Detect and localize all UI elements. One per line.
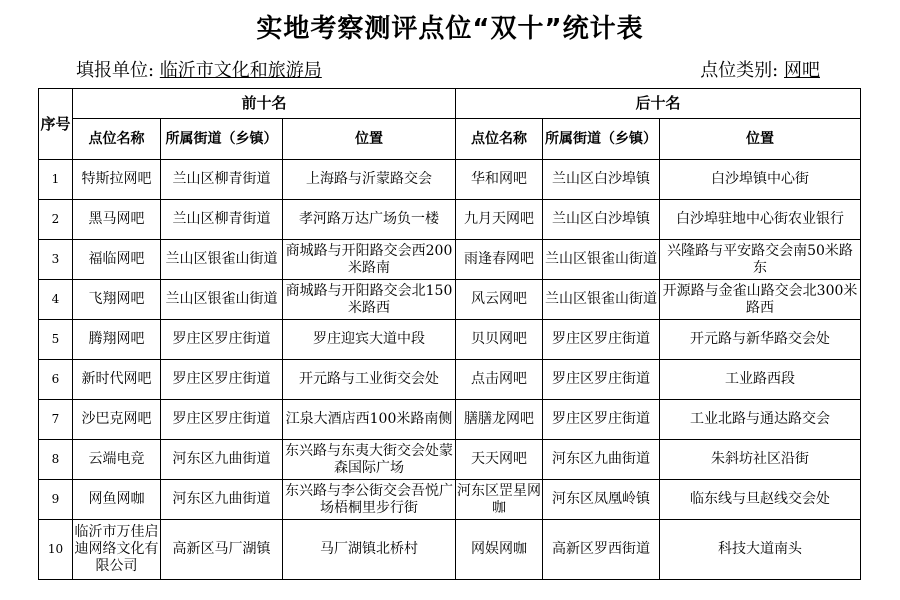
- document-title: 实地考察测评点位“双十”统计表: [256, 14, 644, 44]
- bottom-location-cell: 白沙埠镇中心街: [660, 160, 861, 200]
- top-name-cell: 网鱼网咖: [73, 480, 161, 520]
- bottom-street-cell: 罗庄区罗庄街道: [543, 320, 660, 360]
- seq-cell: 4: [39, 280, 73, 320]
- bottom-name-cell: 华和网吧: [456, 160, 543, 200]
- table-body: [39, 160, 861, 580]
- bottom-location-cell: 科技大道南头: [660, 520, 861, 580]
- top-street-cell: 兰山区柳青街道: [161, 160, 283, 200]
- category: [700, 56, 820, 82]
- top-name-cell: 新时代网吧: [73, 360, 161, 400]
- bottom-name-cell: 网娱网咖: [456, 520, 543, 580]
- filing-unit: [76, 56, 322, 82]
- bottom-street-cell: 兰山区白沙埠镇: [543, 160, 660, 200]
- top-location-cell: 江泉大酒店西100米路南侧: [283, 400, 456, 440]
- bottom-location-cell: 朱斜坊社区沿街: [660, 440, 861, 480]
- bottom-street-cell: 罗庄区罗庄街道: [543, 360, 660, 400]
- seq-cell: 1: [39, 160, 73, 200]
- bottom-name-cell: 贝贝网吧: [456, 320, 543, 360]
- top-street-cell: 兰山区银雀山街道: [161, 240, 283, 280]
- top-location-cell: 马厂湖镇北桥村: [283, 520, 456, 580]
- bottom-location-cell: 临东线与旦赵线交会处: [660, 480, 861, 520]
- table-row: [39, 360, 861, 400]
- bottom-name-cell: 点击网吧: [456, 360, 543, 400]
- top-location-cell: 孝河路万达广场负一楼: [283, 200, 456, 240]
- seq-cell: 3: [39, 240, 73, 280]
- bottom-street-cell: 兰山区白沙埠镇: [543, 200, 660, 240]
- table-row: [39, 520, 861, 580]
- bottom-location-cell: 开源路与金雀山路交会北300米路西: [660, 280, 861, 320]
- col-name-header: 点位名称: [456, 119, 543, 160]
- seq-cell: 6: [39, 360, 73, 400]
- top-name-cell: 云端电竞: [73, 440, 161, 480]
- top-location-cell: 商城路与开阳路交会北150米路西: [283, 280, 456, 320]
- filing-unit-label: 填报单位:: [76, 60, 155, 81]
- bottom-name-cell: 膳膳龙网吧: [456, 400, 543, 440]
- table-row: [39, 440, 861, 480]
- bottom-name-cell: 九月天网吧: [456, 200, 543, 240]
- top-name-cell: 黑马网吧: [73, 200, 161, 240]
- bottom-name-cell: 风云网吧: [456, 280, 543, 320]
- filing-unit-value: 临沂市文化和旅游局: [159, 60, 322, 81]
- top-name-cell: 福临网吧: [73, 240, 161, 280]
- bottom-street-cell: 高新区罗西街道: [543, 520, 660, 580]
- bottom-location-cell: 兴隆路与平安路交会南50米路东: [660, 240, 861, 280]
- table-row: [39, 160, 861, 200]
- category-label: 点位类别:: [700, 60, 779, 81]
- seq-cell: 10: [39, 520, 73, 580]
- bottom-name-cell: 河东区罡星网咖: [456, 480, 543, 520]
- seq-cell: 8: [39, 440, 73, 480]
- table-row: [39, 400, 861, 440]
- top-street-cell: 罗庄区罗庄街道: [161, 400, 283, 440]
- top-street-cell: 兰山区银雀山街道: [161, 280, 283, 320]
- top-name-cell: 飞翔网吧: [73, 280, 161, 320]
- bottom-street-cell: 罗庄区罗庄街道: [543, 400, 660, 440]
- top-street-cell: 河东区九曲街道: [161, 440, 283, 480]
- top-street-cell: 河东区九曲街道: [161, 480, 283, 520]
- bottom-street-cell: 河东区九曲街道: [543, 440, 660, 480]
- bottom-location-cell: 白沙埠驻地中心街农业银行: [660, 200, 861, 240]
- bottom-location-cell: 工业北路与通达路交会: [660, 400, 861, 440]
- col-street-header: 所属街道（乡镇）: [543, 119, 660, 160]
- bottom-location-cell: 工业路西段: [660, 360, 861, 400]
- top-name-cell: 腾翔网吧: [73, 320, 161, 360]
- col-name-header: 点位名称: [73, 119, 161, 160]
- col-location-header: 位置: [283, 119, 456, 160]
- bottom-street-cell: 兰山区银雀山街道: [543, 240, 660, 280]
- table-row: [39, 240, 861, 280]
- table-row: [39, 280, 861, 320]
- group-top-header: 前十名: [73, 89, 456, 119]
- bottom-street-cell: 兰山区银雀山街道: [543, 280, 660, 320]
- table-row: [39, 200, 861, 240]
- top-street-cell: 高新区马厂湖镇: [161, 520, 283, 580]
- top-location-cell: 开元路与工业街交会处: [283, 360, 456, 400]
- top-street-cell: 罗庄区罗庄街道: [161, 320, 283, 360]
- seq-cell: 9: [39, 480, 73, 520]
- top-location-cell: 上海路与沂蒙路交会: [283, 160, 456, 200]
- table-row: [39, 480, 861, 520]
- seq-cell: 7: [39, 400, 73, 440]
- table-row: [39, 320, 861, 360]
- seq-header: 序号: [39, 89, 73, 160]
- top-name-cell: 沙巴克网吧: [73, 400, 161, 440]
- group-bottom-header: 后十名: [456, 89, 861, 119]
- top-name-cell: 临沂市万佳启迪网络文化有限公司: [73, 520, 161, 580]
- top-location-cell: 罗庄迎宾大道中段: [283, 320, 456, 360]
- col-location-header: 位置: [660, 119, 861, 160]
- bottom-location-cell: 开元路与新华路交会处: [660, 320, 861, 360]
- bottom-street-cell: 河东区凤凰岭镇: [543, 480, 660, 520]
- category-value: 网吧: [784, 60, 820, 81]
- seq-cell: 5: [39, 320, 73, 360]
- top-name-cell: 特斯拉网吧: [73, 160, 161, 200]
- statistics-table: [38, 88, 861, 580]
- seq-cell: 2: [39, 200, 73, 240]
- top-street-cell: 兰山区柳青街道: [161, 200, 283, 240]
- bottom-name-cell: 天天网吧: [456, 440, 543, 480]
- top-location-cell: 商城路与开阳路交会西200米路南: [283, 240, 456, 280]
- top-location-cell: 东兴路与东夷大街交会处蒙森国际广场: [283, 440, 456, 480]
- top-location-cell: 东兴路与李公街交会吾悦广场梧桐里步行街: [283, 480, 456, 520]
- top-street-cell: 罗庄区罗庄街道: [161, 360, 283, 400]
- col-street-header: 所属街道（乡镇）: [161, 119, 283, 160]
- bottom-name-cell: 雨逢春网吧: [456, 240, 543, 280]
